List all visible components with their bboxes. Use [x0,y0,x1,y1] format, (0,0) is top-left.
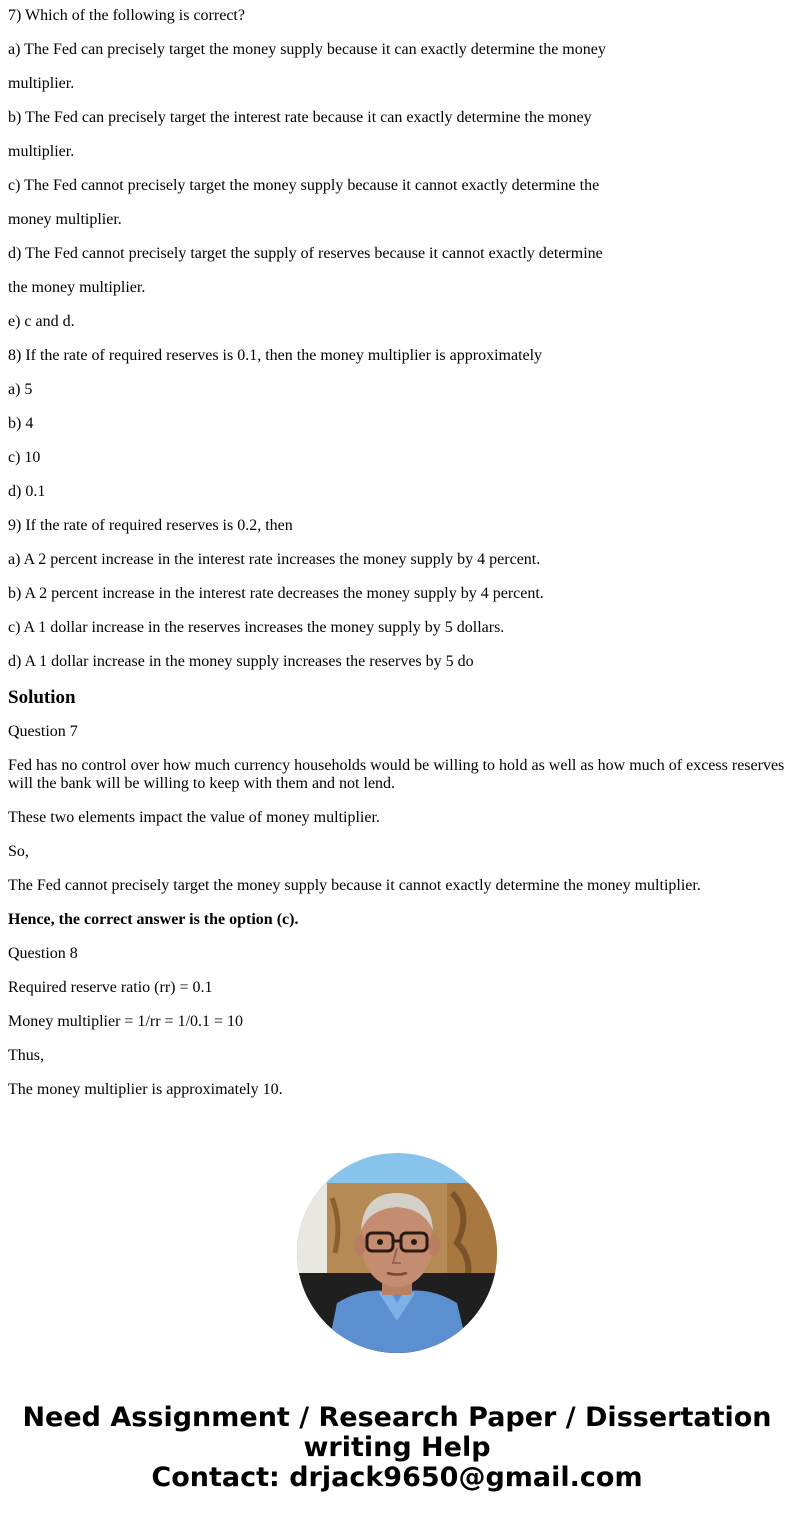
question-7-option-d: d) The Fed cannot precisely target the supply of reserves because it cannot exactly determine [8,245,603,262]
question-8-option-c: c) 10 [8,449,41,466]
solution-q7-paragraph-1: Fed has no control over how much currency households would be willing to hold as well as how much of excess reserves will the bank will be willing to keep with them and not lend. [8,757,785,792]
question-9-option-d: d) A 1 dollar increase in the money supply increases the reserves by 5 do [8,653,474,670]
question-7-option-c-cont: money multiplier. [8,211,122,228]
question-7-option-d-cont: the money multiplier. [8,279,146,296]
question-9-option-c: c) A 1 dollar increase in the reserves increases the money supply by 5 dollars. [8,619,505,636]
solution-q8-paragraph-4: The money multiplier is approximately 10. [8,1081,283,1098]
promo-banner [0,1403,794,1493]
question-9-stem: 9) If the rate of required reserves is 0.2, then [8,517,293,534]
solution-q8-paragraph-3: Thus, [8,1047,44,1064]
promo-contact-line: Contact: drjack9650@gmail.com [151,1462,643,1493]
solution-q7-paragraph-3: So, [8,843,29,860]
solution-q8-paragraph-2: Money multiplier = 1/rr = 1/0.1 = 10 [8,1013,244,1030]
question-7-option-a: a) The Fed can precisely target the money supply because it can exactly determine the money [8,41,606,58]
question-8 [8,347,786,501]
author-avatar [297,1153,497,1353]
question-8-option-a: a) 5 [8,381,33,398]
question-7-option-c: c) The Fed cannot precisely target the money supply because it cannot exactly determine the [8,177,600,194]
solution-q8-title: Question 8 [8,945,78,962]
question-9-option-b: b) A 2 percent increase in the interest rate decreases the money supply by 4 percent. [8,585,544,602]
solution-q7-paragraph-2: These two elements impact the value of money multiplier. [8,809,380,826]
question-7-option-b: b) The Fed can precisely target the interest rate because it can exactly determine the money [8,109,592,126]
solution-heading: Solution [8,687,76,708]
author-portrait-image [297,1153,497,1353]
question-7-option-b-cont: multiplier. [8,143,75,160]
promo-line-2: writing Help [303,1432,491,1463]
solution-q7-answer: Hence, the correct answer is the option (c). [8,911,299,928]
solution-q8-paragraph-1: Required reserve ratio (rr) = 0.1 [8,979,213,996]
solution-section [8,687,786,1099]
question-7-option-a-cont: multiplier. [8,75,75,92]
question-9 [8,517,786,671]
question-7-stem: 7) Which of the following is correct? [8,7,245,24]
question-9-option-a: a) A 2 percent increase in the interest rate increases the money supply by 4 percent. [8,551,541,568]
question-8-option-b: b) 4 [8,415,34,432]
solution-q7-paragraph-4: The Fed cannot precisely target the money supply because it cannot exactly determine the money multiplier. [8,877,701,894]
solution-q7-title: Question 7 [8,723,78,740]
question-7-option-e: e) c and d. [8,313,75,330]
promo-line-1: Need Assignment / Research Paper / Dissertation [22,1402,772,1433]
question-7 [8,7,786,331]
document-content [8,0,786,1115]
question-8-option-d: d) 0.1 [8,483,46,500]
question-8-stem: 8) If the rate of required reserves is 0.1, then the money multiplier is approximately [8,347,543,364]
